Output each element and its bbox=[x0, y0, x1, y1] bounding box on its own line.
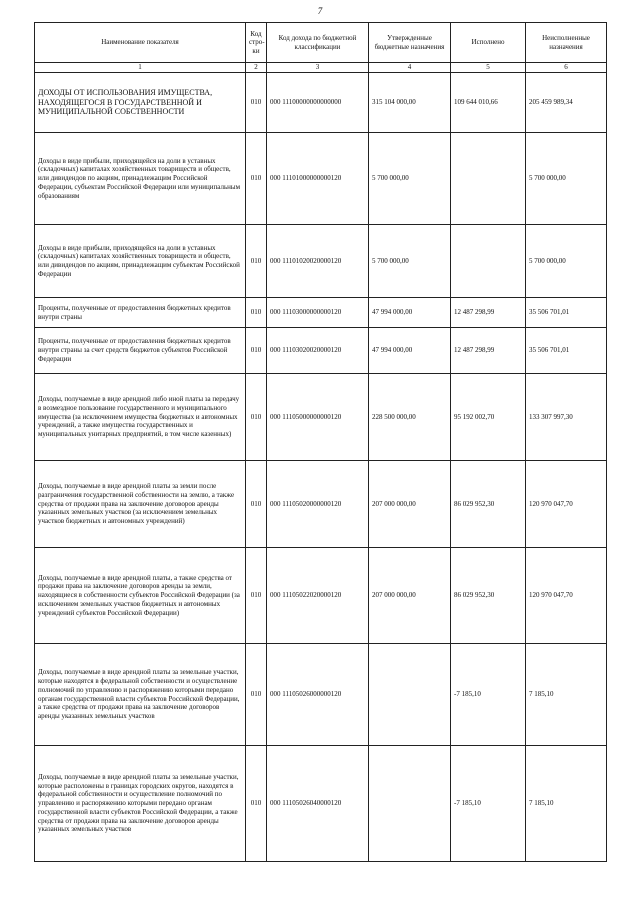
row-kbk: 000 11105026040000120 bbox=[267, 746, 369, 862]
row-approved: 207 000 000,00 bbox=[369, 548, 451, 644]
row-executed: 95 192 002,70 bbox=[451, 374, 526, 461]
row-executed: -7 185,10 bbox=[451, 746, 526, 862]
header-executed: Исполнено bbox=[451, 23, 526, 63]
row-kbk: 000 11105022020000120 bbox=[267, 548, 369, 644]
row-unexecuted: 5 700 000,00 bbox=[526, 225, 607, 298]
row-line-code: 010 bbox=[246, 298, 267, 328]
row-approved: 47 994 000,00 bbox=[369, 328, 451, 374]
table-row bbox=[35, 644, 607, 746]
row-name: Доходы, получаемые в виде арендной платы за земельные участки, которые находятся в федеральной собственности и осуществление полномочий по управлению и распоряжению которыми передано органам государственной власти субъектов Российской Федерации, а также средства от продажи права на заключение договоров аренды указанных земельных участков bbox=[35, 644, 246, 746]
table-row bbox=[35, 225, 607, 298]
row-name: Доходы, получаемые в виде арендной платы за земельные участки, которые расположены в границах городских округов, находятся в федеральной собственности и осуществление полномочий по управлению и распоряжению которыми передано органам государственной власти субъектов Российской Федерации, а также средства от продажи права на заключение договоров аренды указанных земельных участков bbox=[35, 746, 246, 862]
row-name: Доходы в виде прибыли, приходящейся на доли в уставных (складочных) капиталах хозяйственных товариществ и обществ, или дивидендов по акциям, принадлежащим субъектам Российской Федерации bbox=[35, 225, 246, 298]
row-unexecuted: 35 506 701,01 bbox=[526, 298, 607, 328]
row-line-code: 010 bbox=[246, 461, 267, 548]
table-header-row bbox=[35, 23, 607, 63]
row-approved: 315 104 000,00 bbox=[369, 73, 451, 133]
header-indicator-name: Наименование показателя bbox=[35, 23, 246, 63]
row-name: Проценты, полученные от предоставления бюджетных кредитов внутри страны за счет средств бюджетов субъектов Российской Федерации bbox=[35, 328, 246, 374]
row-name: Проценты, полученные от предоставления бюджетных кредитов внутри страны bbox=[35, 298, 246, 328]
row-kbk: 000 11105000000000120 bbox=[267, 374, 369, 461]
row-line-code: 010 bbox=[246, 746, 267, 862]
row-executed: 86 029 952,30 bbox=[451, 461, 526, 548]
row-line-code: 010 bbox=[246, 73, 267, 133]
header-income-code: Код дохода по бюджетной классификации bbox=[267, 23, 369, 63]
row-unexecuted: 205 459 989,34 bbox=[526, 73, 607, 133]
table-row bbox=[35, 133, 607, 225]
row-unexecuted: 5 700 000,00 bbox=[526, 133, 607, 225]
row-kbk: 000 11101020020000120 bbox=[267, 225, 369, 298]
table-row bbox=[35, 73, 607, 133]
row-approved: 47 994 000,00 bbox=[369, 298, 451, 328]
row-name: Доходы в виде прибыли, приходящейся на доли в уставных (складочных) капиталах хозяйственных товариществ и обществ, или дивидендов по акциям, принадлежащим Российской Федерации, субъектам Российской Федерации или муниципальным образованиям bbox=[35, 133, 246, 225]
row-unexecuted: 133 307 997,30 bbox=[526, 374, 607, 461]
row-executed: 12 487 298,99 bbox=[451, 328, 526, 374]
row-unexecuted: 120 970 047,70 bbox=[526, 461, 607, 548]
column-number: 5 bbox=[451, 63, 526, 73]
row-line-code: 010 bbox=[246, 133, 267, 225]
table-row bbox=[35, 298, 607, 328]
row-approved: 5 700 000,00 bbox=[369, 225, 451, 298]
column-number: 6 bbox=[526, 63, 607, 73]
row-kbk: 000 11101000000000120 bbox=[267, 133, 369, 225]
row-unexecuted: 7 185,10 bbox=[526, 746, 607, 862]
header-line-code: Код стро-ки bbox=[246, 23, 267, 63]
table-row bbox=[35, 746, 607, 862]
column-number: 1 bbox=[35, 63, 246, 73]
row-name: Доходы, получаемые в виде арендной платы за земли после разграничения государственной собственности на землю, а также средства от продажи права на заключение договоров аренды указанных земельных участков (за исключением земельных участков бюджетных и автономных учреждений) bbox=[35, 461, 246, 548]
row-line-code: 010 bbox=[246, 374, 267, 461]
row-executed bbox=[451, 133, 526, 225]
row-approved: 207 000 000,00 bbox=[369, 461, 451, 548]
row-kbk: 000 11103020020000120 bbox=[267, 328, 369, 374]
table-row bbox=[35, 548, 607, 644]
row-unexecuted: 120 970 047,70 bbox=[526, 548, 607, 644]
header-unexecuted: Неисполненные назначения bbox=[526, 23, 607, 63]
row-unexecuted: 35 506 701,01 bbox=[526, 328, 607, 374]
row-name: Доходы, получаемые в виде арендной либо иной платы за передачу в возмездное пользование государственного и муниципального имущества (за исключением имущества бюджетных и автономных учреждений, а также имущества государственных и муниципальных унитарных предприятий, в том числе казенных) bbox=[35, 374, 246, 461]
column-number: 2 bbox=[246, 63, 267, 73]
table-row bbox=[35, 328, 607, 374]
column-number: 4 bbox=[369, 63, 451, 73]
row-name: Доходы, получаемые в виде арендной платы, а также средства от продажи права на заключение договоров аренды за земли, находящиеся в собственности субъектов Российской Федерации (за исключением земельных участков бюджетных и автономных учреждений субъектов Российской Федерации) bbox=[35, 548, 246, 644]
row-kbk: 000 11100000000000000 bbox=[267, 73, 369, 133]
row-kbk: 000 11105026000000120 bbox=[267, 644, 369, 746]
row-line-code: 010 bbox=[246, 548, 267, 644]
row-executed bbox=[451, 225, 526, 298]
row-executed: 86 029 952,30 bbox=[451, 548, 526, 644]
row-executed: 109 644 010,66 bbox=[451, 73, 526, 133]
page-number: 7 bbox=[317, 6, 323, 16]
column-number: 3 bbox=[267, 63, 369, 73]
row-approved: 228 500 000,00 bbox=[369, 374, 451, 461]
header-approved: Утвержденные бюджетные назначения bbox=[369, 23, 451, 63]
row-line-code: 010 bbox=[246, 328, 267, 374]
row-executed: 12 487 298,99 bbox=[451, 298, 526, 328]
row-kbk: 000 11105020000000120 bbox=[267, 461, 369, 548]
row-kbk: 000 11103000000000120 bbox=[267, 298, 369, 328]
row-approved bbox=[369, 644, 451, 746]
row-line-code: 010 bbox=[246, 644, 267, 746]
row-name: ДОХОДЫ ОТ ИСПОЛЬЗОВАНИЯ ИМУЩЕСТВА, НАХОДЯЩЕГОСЯ В ГОСУДАРСТВЕННОЙ И МУНИЦИПАЛЬНОЙ СОБСТВЕННОСТИ bbox=[35, 73, 246, 133]
row-approved: 5 700 000,00 bbox=[369, 133, 451, 225]
row-executed: -7 185,10 bbox=[451, 644, 526, 746]
row-approved bbox=[369, 746, 451, 862]
income-report-table bbox=[34, 22, 607, 862]
column-number-row bbox=[35, 63, 607, 73]
table-row bbox=[35, 374, 607, 461]
table-row bbox=[35, 461, 607, 548]
row-unexecuted: 7 185,10 bbox=[526, 644, 607, 746]
row-line-code: 010 bbox=[246, 225, 267, 298]
